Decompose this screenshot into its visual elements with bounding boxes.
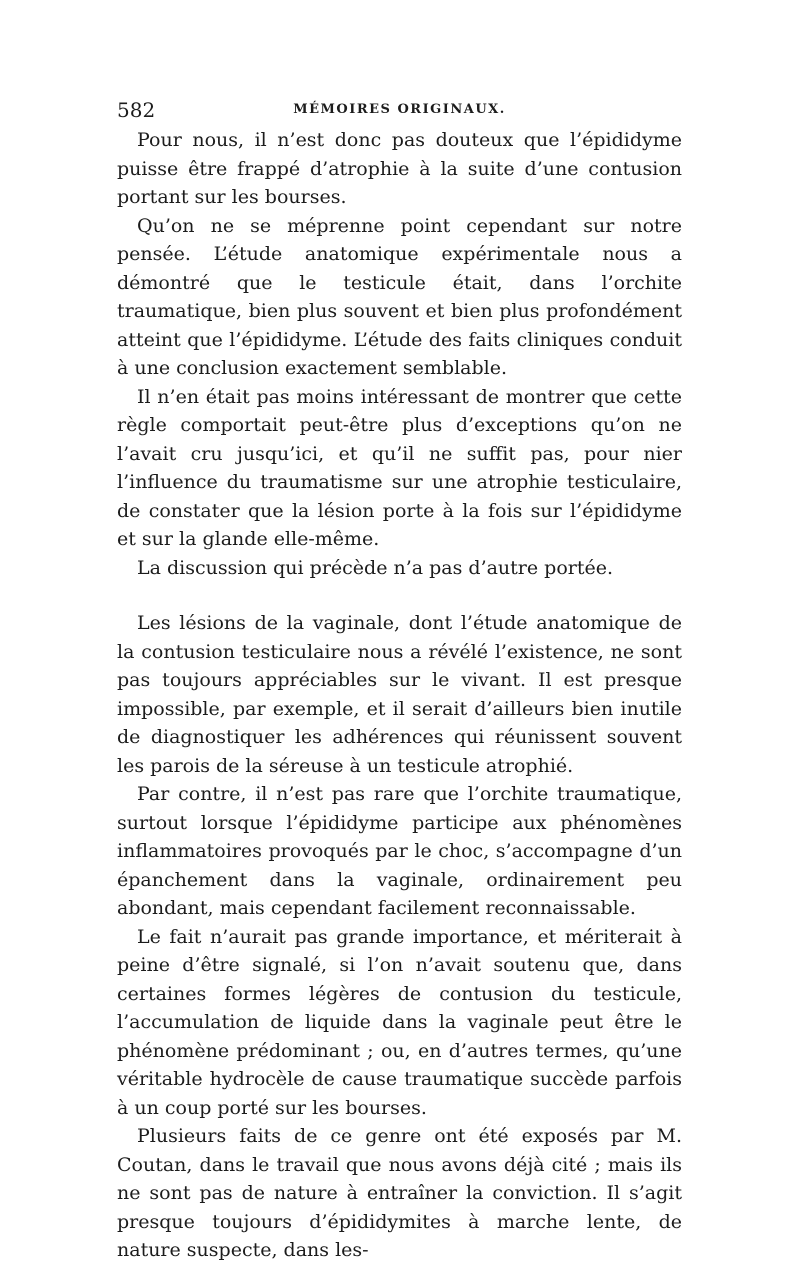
paragraph: Pour nous, il n’est donc pas douteux que l’épididyme puisse être frappé d’atrophie à la suite d’une contusion portant sur les bourses.	[117, 129, 682, 208]
page-header	[117, 97, 682, 123]
running-title: MÉMOIRES ORIGINAUX.	[293, 102, 506, 117]
paragraph: Plusieurs faits de ce genre ont été exposés par M. Coutan, dans le travail que nous avons déjà cité ; mais ils ne sont pas de nature à entraîner la conviction. Il s’agit presque toujours d’épididymites à marche lente, de nature suspecte, dans les-	[117, 1125, 682, 1261]
paragraph: Qu’on ne se méprenne point cependant sur notre pensée. L’étude anatomique expérimentale nous a démontré que le testicule était, dans l’orchite traumatique, bien plus souvent et bien plus profondément atteint que l’épididyme. L’étude des faits cliniques conduit à une conclusion exactement semblable.	[117, 214, 682, 379]
page-number: 582	[117, 98, 156, 122]
body-text	[117, 126, 682, 1265]
paragraph: Il n’en était pas moins intéressant de montrer que cette règle comportait peut-être plus d’exceptions qu’on ne l’avait cru jusqu’ici, et qu’il ne suffit pas, pour nier l’influence du traumatisme sur une atrophie testiculaire, de constater que la lésion porte à la fois sur l’épididyme et sur la glande elle-même.	[117, 385, 682, 550]
paragraph: Par contre, il n’est pas rare que l’orchite traumatique, surtout lorsque l’épididyme participe aux phénomènes inflammatoires provoqués par le choc, s’accompagne d’un épanchement dans la vaginale, ordinairement peu abondant, mais cependant facilement reconnaissable.	[117, 783, 682, 919]
paragraph: Le fait n’aurait pas grande importance, et mériterait à peine d’être signalé, si l’on n’avait soutenu que, dans certaines formes légères de contusion du testicule, l’accumulation de liquide dans la vaginale peut être le phénomène prédominant ; ou, en d’autres termes, qu’une véritable hydrocèle de cause traumatique succède parfois à un coup porté sur les bourses.	[117, 925, 682, 1119]
paragraph: Les lésions de la vaginale, dont l’étude anatomique de la contusion testiculaire nous a révélé l’existence, ne sont pas toujours appréciables sur le vivant. Il est presque impossible, par exemple, et il serait d’ailleurs bien inutile de diagnostiquer les adhérences qui réunissent souvent les parois de la séreuse à un testicule atrophié.	[117, 612, 682, 777]
paragraph: La discussion qui précède n’a pas d’autre portée.	[137, 556, 614, 579]
